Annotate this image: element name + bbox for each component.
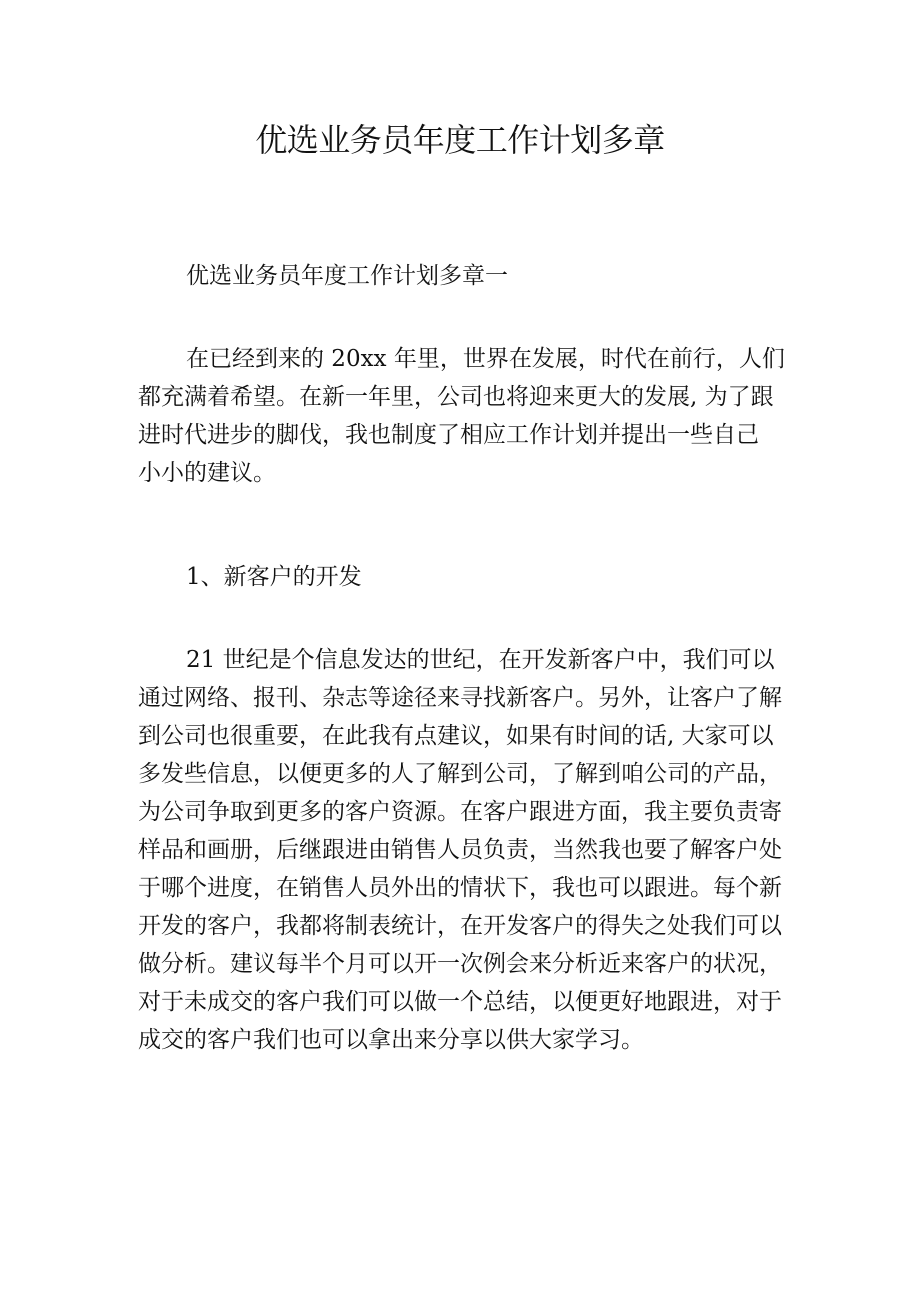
paragraph-line: 于哪个进度，在销售人员外出的情状下，我也可以跟进。每个新 [138, 875, 782, 901]
intro-paragraph [138, 340, 798, 492]
paragraph-line: 到公司也很重要，在此我有点建议，如果有时间的话, 大家可以 [138, 723, 774, 749]
paragraph-line: 多发些信息，以便更多的人了解到公司，了解到咱公司的产品， [138, 761, 782, 787]
paragraph-line: 都充满着希望。在新一年里，公司也将迎来更大的发展, 为了跟 [138, 384, 774, 410]
paragraph-line: 通过网络、报刊、杂志等途径来寻找新客户。另外，让客户了解 [138, 685, 782, 711]
item1-heading-text: 1、新客户的开发 [186, 564, 362, 590]
paragraph-line: 对于未成交的客户我们可以做一个总结，以便更好地跟进，对于 [138, 989, 782, 1015]
paragraph-line: 进时代进步的脚伐，我也制度了相应工作计划并提出一些自己 [138, 422, 759, 448]
document-title: 优选业务员年度工作计划多章 [255, 121, 665, 159]
item1-heading [138, 558, 798, 596]
item1-paragraph [138, 641, 798, 1059]
paragraph-line: 为公司争取到更多的客户资源。在客户跟进方面，我主要负责寄 [138, 799, 782, 825]
paragraph-line: 在已经到来的 20xx 年里，世界在发展，时代在前行，人们 [186, 346, 785, 372]
section-heading [138, 257, 798, 295]
paragraph-line: 开发的客户，我都将制表统计，在开发客户的得失之处我们可以 [138, 913, 782, 939]
section-heading-text: 优选业务员年度工作计划多章一 [186, 263, 508, 289]
paragraph-line: 小小的建议。 [138, 460, 276, 486]
paragraph-line: 成交的客户我们也可以拿出来分享以供大家学习。 [138, 1027, 644, 1053]
paragraph-line: 21 世纪是个信息发达的世纪，在开发新客户中，我们可以 [186, 647, 775, 673]
paragraph-line: 样品和画册，后继跟进由销售人员负责，当然我也要了解客户处 [138, 837, 782, 863]
paragraph-line: 做分析。建议每半个月可以开一次例会来分析近来客户的状况， [138, 951, 782, 977]
